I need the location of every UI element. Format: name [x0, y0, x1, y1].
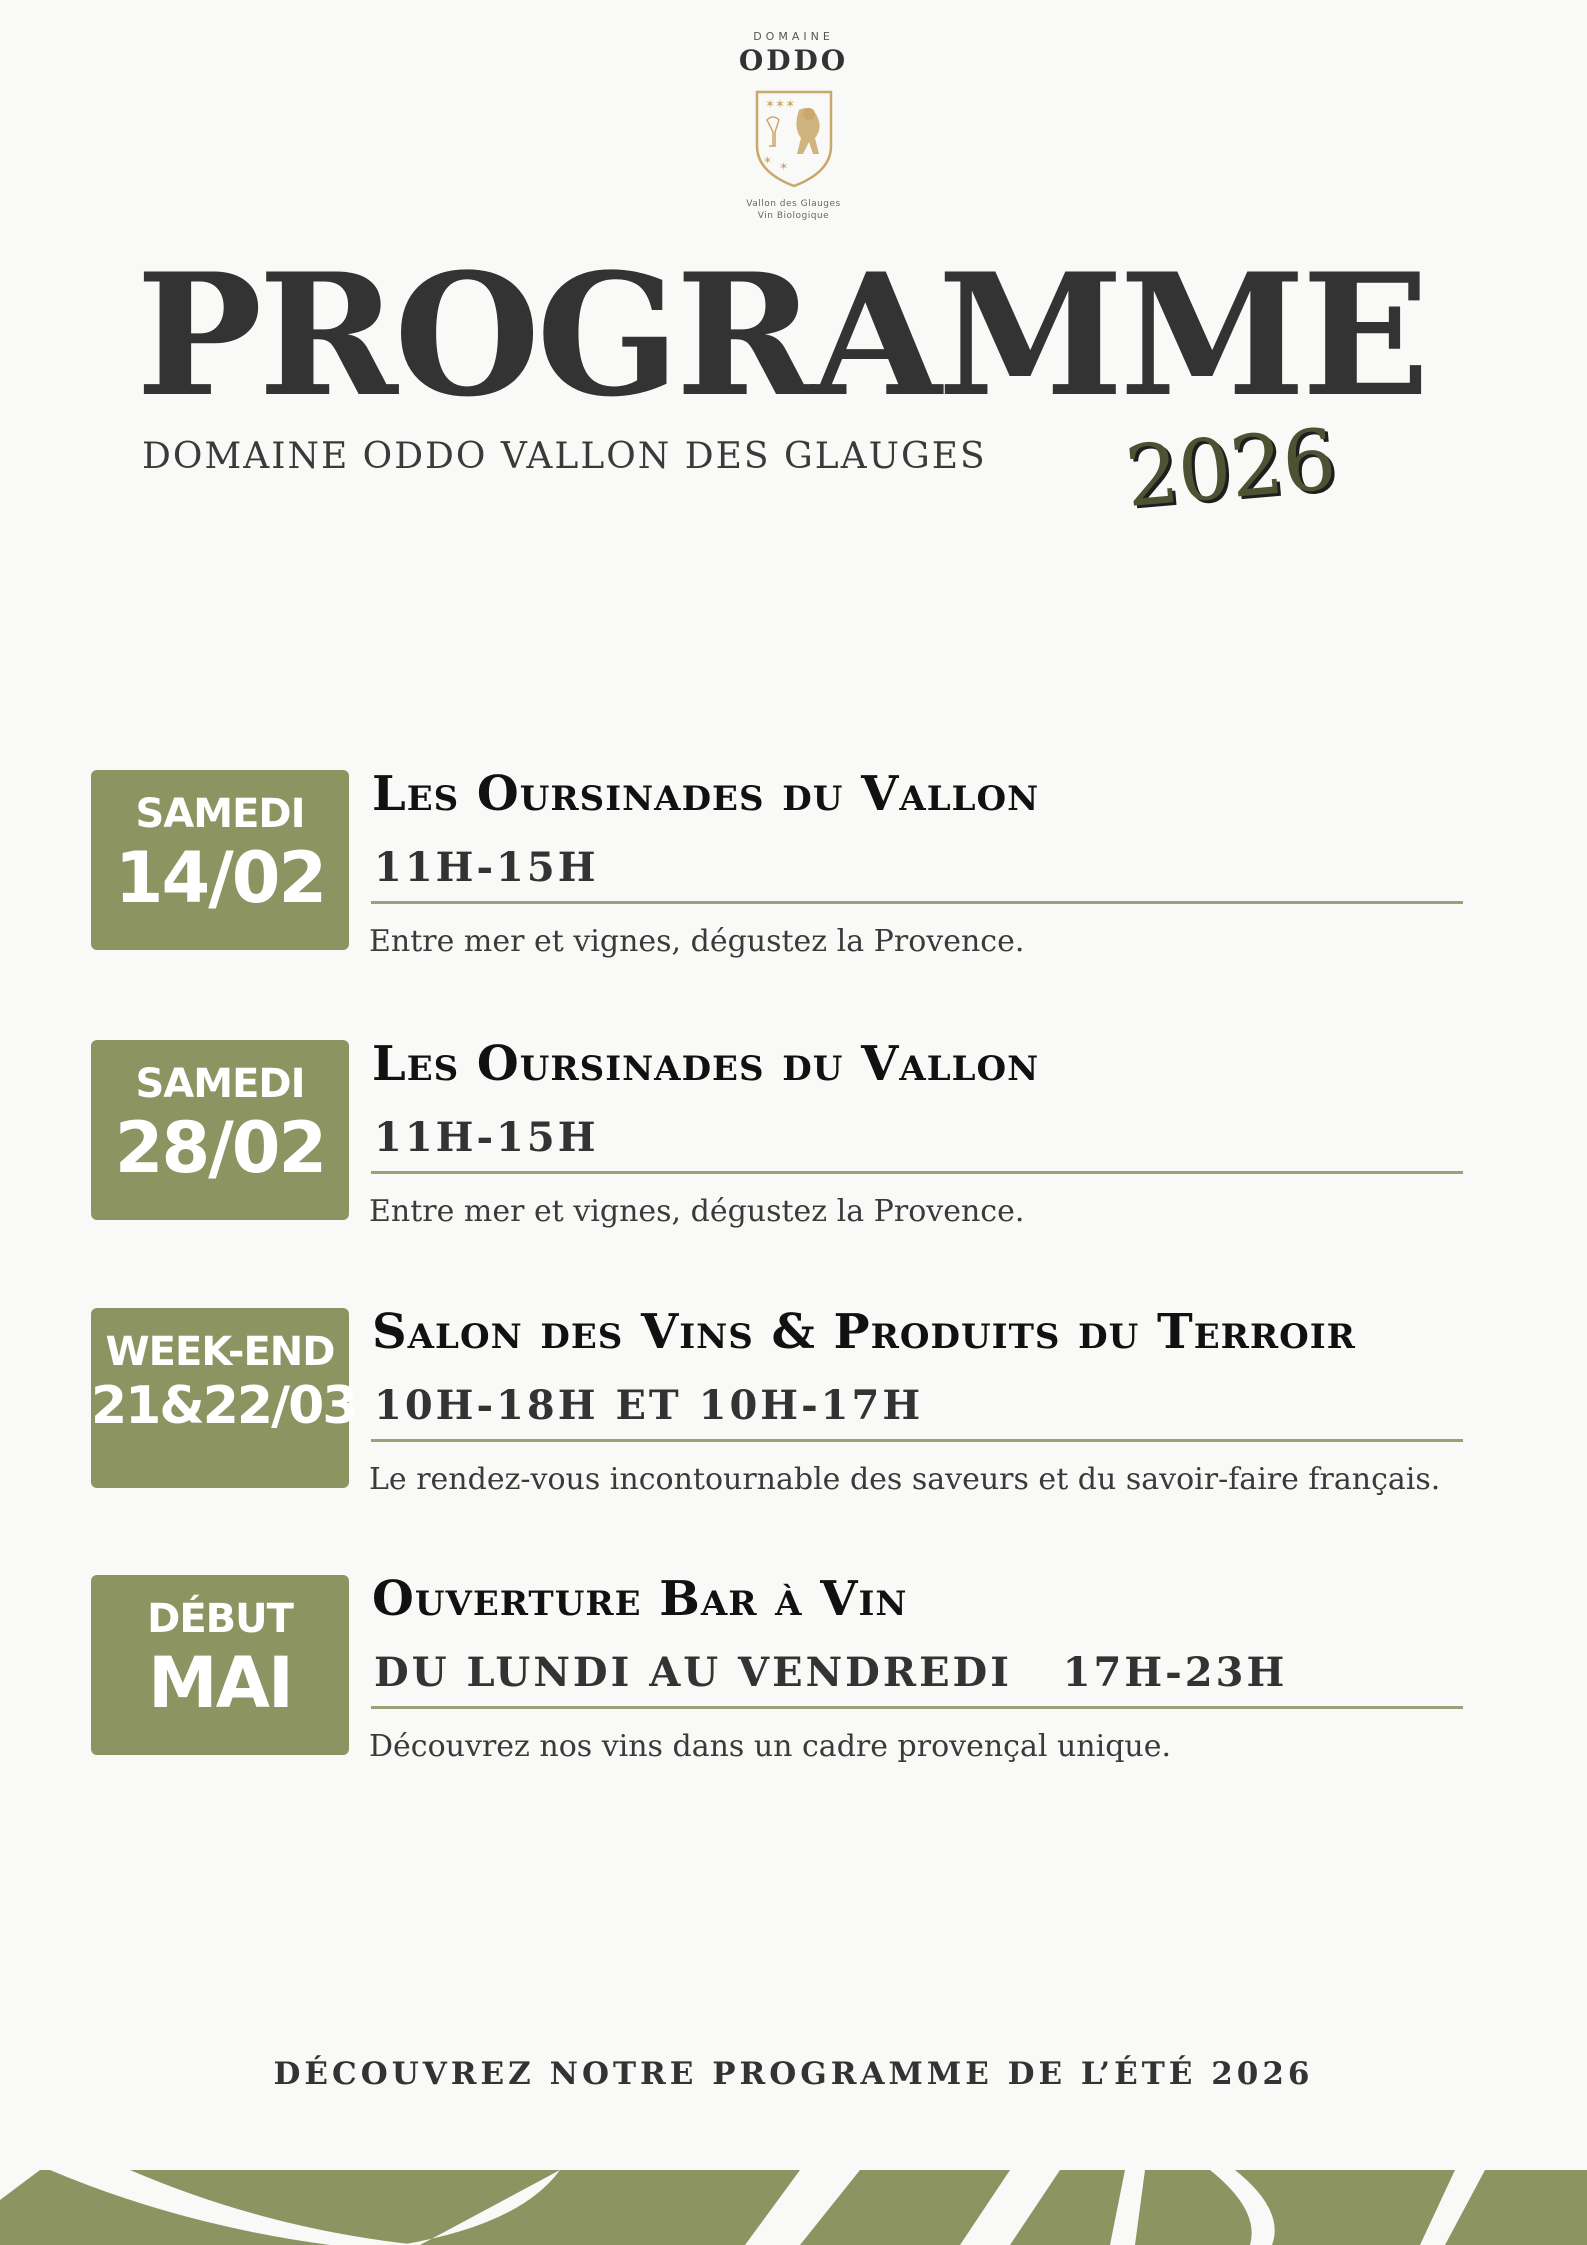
event-date-value: 14/02: [114, 837, 326, 919]
event-time: 11H-15H: [374, 844, 599, 891]
event-date-value: 28/02: [114, 1107, 326, 1189]
event-title: Ouverture Bar à Vin: [372, 1571, 908, 1627]
domaine-logo: [0, 30, 1587, 222]
event-title: Les Oursinades du Vallon: [372, 1036, 1040, 1092]
page-subtitle: DOMAINE ODDO VALLON DES GLAUGES: [142, 436, 987, 477]
logo-tagline-2: Vin Biologique: [757, 211, 830, 221]
event-description: Entre mer et vignes, dégustez la Provence.: [369, 924, 1025, 959]
event-time: DU LUNDI AU VENDREDI 17H-23H: [374, 1649, 1288, 1696]
logo-name: ODDO: [738, 44, 849, 77]
event-date-value: 21&22/03: [91, 1376, 357, 1436]
svg-text:✶: ✶: [762, 154, 772, 167]
logo-tagline-1: Vallon des Glauges: [746, 199, 841, 209]
decorative-band: [0, 2170, 1587, 2245]
event-item: [0, 1036, 1587, 1230]
logo-small-text: DOMAINE: [753, 30, 834, 43]
event-time: 11H-15H: [374, 1114, 599, 1161]
event-time: 10H-18H ET 10H-17H: [374, 1382, 924, 1429]
event-date-day: SAMEDI: [135, 1061, 305, 1107]
event-item: [0, 1571, 1587, 1765]
event-date-day: DÉBUT: [147, 1596, 293, 1642]
footer-text: DÉCOUVREZ NOTRE PROGRAMME DE L’ÉTÉ 2026: [273, 2056, 1314, 2092]
event-divider: [371, 901, 1463, 904]
svg-text:✶: ✶: [778, 160, 788, 173]
event-description: Le rendez-vous incontournable des saveurs et du savoir-faire français.: [369, 1462, 1441, 1497]
event-title: Les Oursinades du Vallon: [372, 766, 1040, 822]
event-date-value: MAI: [148, 1642, 292, 1724]
event-description: Découvrez nos vins dans un cadre provençal unique.: [369, 1729, 1172, 1764]
year-label: 2026: [1121, 410, 1339, 526]
event-date-day: SAMEDI: [135, 791, 305, 837]
event-date-badge: [91, 1040, 349, 1220]
event-title: Salon des Vins & Produits du Terroir: [372, 1304, 1356, 1360]
event-item: [0, 766, 1587, 960]
event-date-day: WEEK-END: [105, 1329, 335, 1375]
event-description: Entre mer et vignes, dégustez la Provence.: [369, 1194, 1025, 1229]
crest-icon: [753, 88, 835, 188]
event-item: [0, 1304, 1587, 1498]
page-title: PROGRAMME: [136, 236, 1426, 434]
event-divider: [371, 1171, 1463, 1174]
event-date-badge: [91, 1575, 349, 1755]
event-divider: [371, 1706, 1463, 1709]
svg-text:✶✶✶: ✶✶✶: [764, 97, 795, 111]
event-date-badge: [91, 1308, 357, 1488]
event-divider: [371, 1439, 1463, 1442]
event-date-badge: [91, 770, 349, 950]
